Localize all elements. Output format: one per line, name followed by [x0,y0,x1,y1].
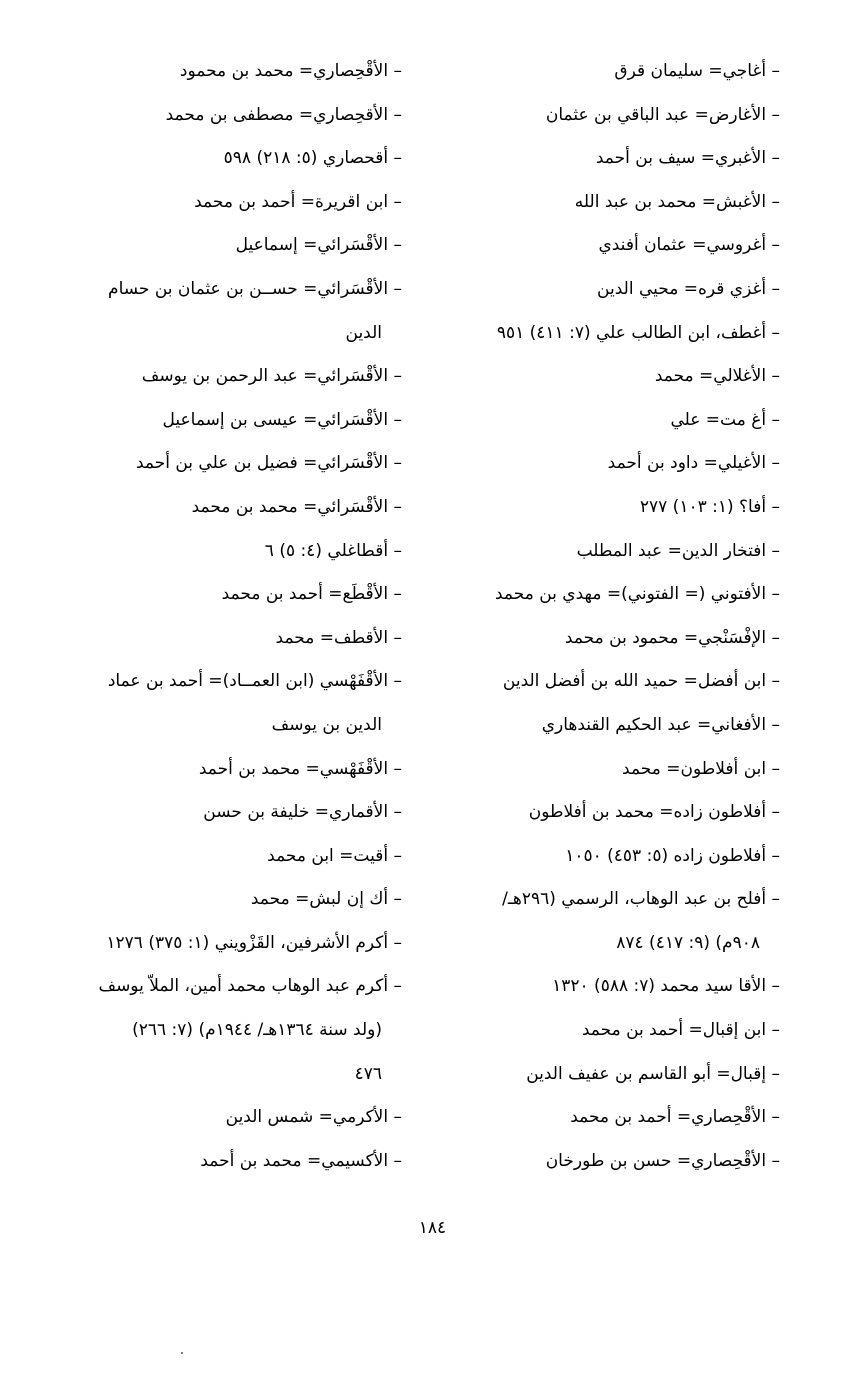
index-entry: – الأقْحِصاري= حسن بن طورخان [545,1150,780,1171]
index-entry-continuation: ٤٧٦ [354,1063,382,1084]
index-entry-continuation: الدين بن يوسف [271,714,382,735]
index-entry: – الأفغاني= عبد الحكيم القندهاري [541,714,780,735]
index-entry: – ابن إقبال= أحمد بن محمد [581,1020,780,1041]
index-entry: – الأقْفَهْسي= محمد بن أحمد [198,758,402,779]
index-entry: – أقحصاري (٥: ٢١٨) ٥٩٨ [223,148,402,169]
index-entry: – الإفْسَنْجي= محمود بن محمد [564,627,780,648]
index-entry: – أفلاطون زاده= محمد بن أفلاطون [528,802,780,823]
index-entry: – الأقْسَرائي= عبد الرحمن بن يوسف [141,366,402,387]
index-entry: – أفلاطون زاده (٥: ٤٥٣) ١٠٥٠ [565,845,780,866]
index-entry: – أكرم الأشرفين، القَزْويني (١: ٣٧٥) ١٢٧٦ [106,932,402,953]
index-entry-continuation: (ولد سنة ١٣٦٤هـ/ ١٩٤٤م) (٧: ٢٦٦) [132,1020,382,1041]
index-entry: – الأقماري= خليفة بن حسن [203,802,402,823]
index-entry: – ابن أفلاطون= محمد [622,758,780,779]
page-number: ١٨٤ [418,1218,447,1238]
index-entry: – الأقْفَهْسي (ابن العمــاد)= أحمد بن عماد [107,671,402,692]
index-entry: – الأكرمي= شمس الدين [225,1107,402,1128]
index-entry: – أغاجي= سليمان قرق [614,61,780,81]
index-entry: – الأقحِصاري= مصطفى بن محمد [165,104,402,125]
index-entry: – الأغبش= محمد بن عبد الله [574,191,780,212]
index-entry: – أقطاغلي (٤: ٥) ٦ [264,540,402,561]
index-entry: – الأقْسَرائي= فضيل بن علي بن أحمد [135,453,402,474]
index-entry: – الأقْسَرائي= عيسى بن إسماعيل [162,409,402,430]
index-column-left [57,50,402,1183]
index-entry: – الأغلالي= محمد [654,366,780,387]
scan-speck [181,1352,183,1354]
index-entry: – أغروسي= عثمان أفندي [598,235,780,256]
index-entry: – أفلح بن عبد الوهاب، الرسمي (٢٩٦هـ/ [502,889,780,910]
index-entry: – ابن أفضل= حميد الله بن أفضل الدين [502,671,780,692]
index-entry-continuation: ٩٠٨م) (٩: ٤١٧) ٨٧٤ [616,932,760,953]
index-entry: – افتخار الدين= عبد المطلب [576,540,780,561]
index-entry: – أك إن لبش= محمد [250,889,402,910]
index-entry: – أغطف، ابن الطالب علي (٧: ٤١١) ٩٥١ [496,322,780,343]
index-entry: – الأقْسَرائي= حســن بن عثمان بن حسام [108,278,402,299]
index-entry: – الأقطف= محمد [275,627,402,648]
index-entry: – الأغبري= سيف بن أحمد [595,148,780,169]
index-entry: – الأقْسَرائي= إسماعيل [235,235,402,256]
index-entry: – الأقْحِصاري= محمد بن محمود [179,61,402,81]
index-entry: – أقيت= ابن محمد [267,845,402,866]
index-entry: – أغزي قره= محيي الدين [597,278,780,299]
index-entry: – أفا؟ (١: ١٠٣) ٢٧٧ [639,496,780,517]
index-entry: – الأفتوني (= الفتوني)= مهدي بن محمد [494,584,780,605]
index-entry: – الأقا سيد محمد (٧: ٥٨٨) ١٣٢٠ [552,976,780,997]
index-entry: – الأغارض= عبد الباقي بن عثمان [545,104,780,125]
index-entry: – الأقْحِصاري= أحمد بن محمد [570,1107,780,1128]
index-column-right [440,50,780,1183]
index-entry: – الأقْسَرائي= محمد بن محمد [191,496,402,517]
index-entry-continuation: الدين [345,322,382,343]
index-entry: – أغ مت= علي [670,409,780,430]
index-entry: – ابن اقريرة= أحمد بن محمد [194,191,402,212]
index-entry: – أكرم عبد الوهاب محمد أمين، الملاّ يوسف [98,976,402,997]
index-entry: – الأغيلي= داود بن أحمد [607,453,780,474]
index-entry: – الأكسيمي= محمد بن أحمد [200,1150,402,1171]
index-entry: – الأقْطَع= أحمد بن محمد [221,584,402,605]
index-entry: – إقبال= أبو القاسم بن عفيف الدين [526,1063,780,1084]
